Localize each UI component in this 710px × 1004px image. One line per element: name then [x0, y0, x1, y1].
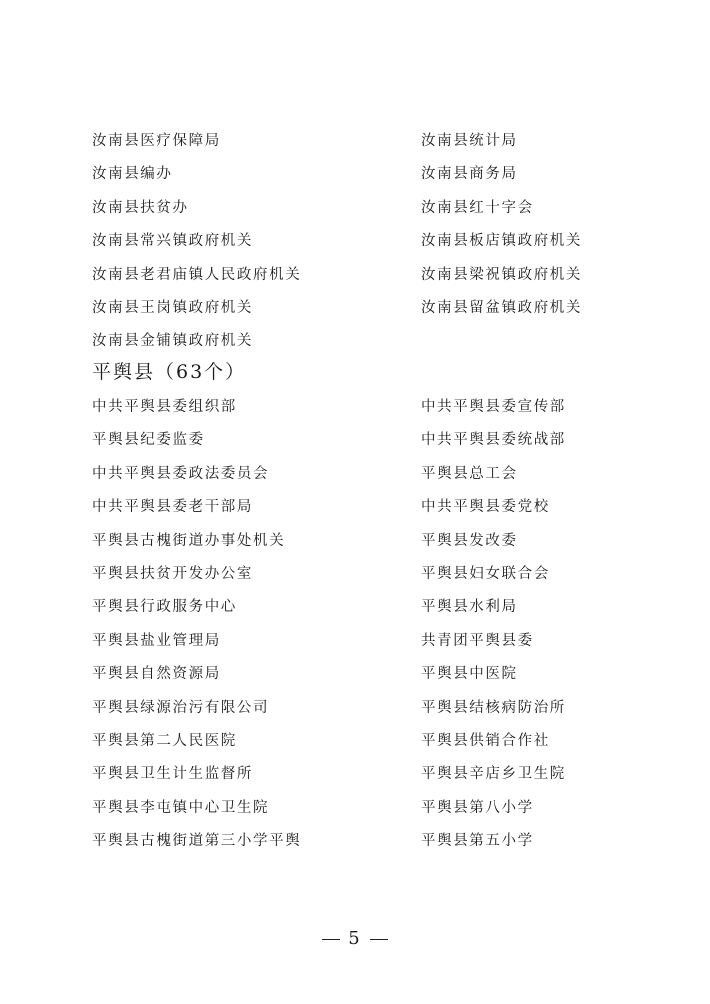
list-item: 汝南县扶贫办: [92, 199, 189, 216]
list-item: 平舆县结核病防治所: [421, 699, 566, 716]
list-item: 汝南县王岗镇政府机关: [92, 299, 253, 316]
list-item: 平舆县供销合作社: [421, 732, 550, 749]
list-row: [0, 299, 710, 332]
list-item: 汝南县红十字会: [421, 199, 534, 216]
list-item: 平舆县盐业管理局: [92, 632, 221, 649]
list-item: 汝南县老君庙镇人民政府机关: [92, 266, 302, 283]
list-row: [0, 165, 710, 198]
dash-right: [370, 939, 388, 940]
list-item: 中共平舆县委老干部局: [92, 499, 253, 516]
list-row: [0, 665, 710, 698]
list-item: 平舆县行政服务中心: [92, 599, 237, 616]
list-item: 中共平舆县委党校: [421, 499, 550, 516]
list-row: [0, 266, 710, 299]
list-item: 平舆县卫生计生监督所: [92, 766, 253, 783]
list-item: 平舆县纪委监委: [92, 432, 205, 449]
list-item: 汝南县编办: [92, 166, 173, 183]
list-item: 平舆县妇女联合会: [421, 565, 550, 582]
page-number-footer: [0, 928, 710, 950]
list-item: 平舆县辛店乡卫生院: [421, 766, 566, 783]
list-item: 平舆县扶贫开发办公室: [92, 565, 253, 582]
list-item: 汝南县留盆镇政府机关: [421, 299, 582, 316]
list-item: 平舆县李屯镇中心卫生院: [92, 799, 270, 816]
dash-left: [322, 939, 340, 940]
list-item: 汝南县金铺镇政府机关: [92, 333, 253, 350]
list-item: 汝南县商务局: [421, 166, 518, 183]
list-item: 平舆县水利局: [421, 599, 518, 616]
list-row: [0, 699, 710, 732]
list-row: [0, 832, 710, 865]
list-row: [0, 498, 710, 531]
list-item: 平舆县第五小学: [421, 833, 534, 850]
list-row: [0, 398, 710, 431]
list-item: 平舆县中医院: [421, 666, 518, 683]
list-item: 平舆县自然资源局: [92, 666, 221, 683]
list-item: 汝南县梁祝镇政府机关: [421, 266, 582, 283]
list-row: [0, 565, 710, 598]
list-row: [0, 532, 710, 565]
list-item: 汝南县板店镇政府机关: [421, 233, 582, 250]
list-item: 中共平舆县委政法委员会: [92, 465, 270, 482]
list-item: 汝南县统计局: [421, 133, 518, 149]
list-row: [0, 598, 710, 631]
list-item: 平舆县古槐街道第三小学平舆: [92, 833, 302, 850]
list-item: 汝南县常兴镇政府机关: [92, 233, 253, 250]
list-row: [0, 465, 710, 498]
list-row: [0, 799, 710, 832]
section-pingyu-list: [0, 398, 710, 865]
list-row: [0, 232, 710, 265]
list-item: 共青团平舆县委: [421, 632, 534, 649]
section-runan-list: [0, 132, 710, 366]
list-row: [0, 199, 710, 232]
list-item: 汝南县医疗保障局: [92, 133, 221, 149]
page-number: 5: [348, 928, 362, 949]
list-item: 中共平舆县委组织部: [92, 399, 237, 415]
list-row: [0, 431, 710, 464]
section-heading-pingyu: 平舆县（63个）: [92, 361, 247, 383]
list-item: 平舆县古槐街道办事处机关: [92, 532, 286, 549]
list-item: 中共平舆县委宣传部: [421, 399, 566, 415]
list-row: [0, 765, 710, 798]
list-item: 平舆县第二人民医院: [92, 732, 237, 749]
list-item: 平舆县第八小学: [421, 799, 534, 816]
list-row: [0, 732, 710, 765]
list-item: 平舆县绿源治污有限公司: [92, 699, 270, 716]
list-item: 平舆县总工会: [421, 465, 518, 482]
list-item: 平舆县发改委: [421, 532, 518, 549]
list-item: 中共平舆县委统战部: [421, 432, 566, 449]
list-row: [0, 132, 710, 165]
list-row: [0, 632, 710, 665]
